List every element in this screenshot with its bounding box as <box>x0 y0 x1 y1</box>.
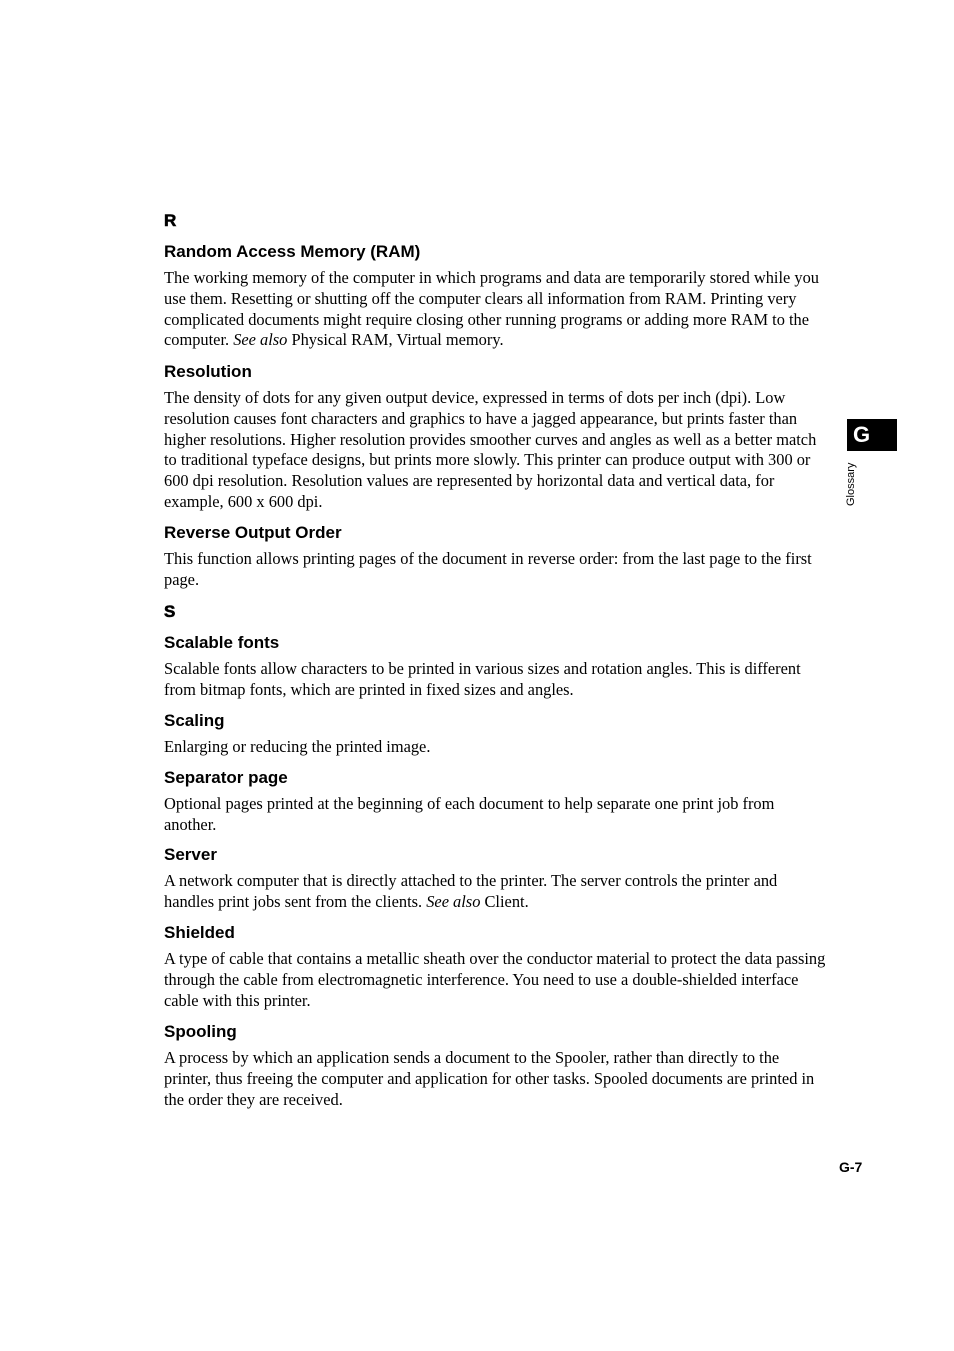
page-number: G-7 <box>839 1159 863 1175</box>
definition-scalable-fonts: Scalable fonts allow characters to be printed in various sizes and rotation angles. This is different from bitmap fonts, which are printed in fixed sizes and angles. <box>164 659 801 699</box>
see-also-label: See also <box>233 330 288 350</box>
definition-server <box>164 871 830 913</box>
chapter-tab-label: Glossary <box>845 462 857 506</box>
see-also-ref: Physical RAM, Virtual memory. <box>291 330 504 350</box>
section-letter-r: R <box>164 211 177 230</box>
term-resolution: Resolution <box>164 362 252 381</box>
definition-server-text: A network computer that is directly attached to the printer. The server controls the printer and handles print jobs sent from the clients. <box>164 871 778 911</box>
term-ram: Random Access Memory (RAM) <box>164 242 421 261</box>
definition-separator-page: Optional pages printed at the beginning of each document to help separate one print job from another. <box>164 794 775 834</box>
definition-resolution: The density of dots for any given output device, expressed in terms of dots per inch (dpi). Low resolution causes font characters and graphics to have a jagged appearance, but prints faster than higher resolutions. Higher resolution provides smoother curves and angles as well as a better match to traditional typeface designs, but prints more slowly. This printer can produce output with 300 or 600 dpi resolution. Resolution values are represented by horizontal data and vertical data, for example, 600 x 600 dpi. <box>164 388 817 511</box>
term-separator-page: Separator page <box>164 768 288 787</box>
term-scaling: Scaling <box>164 711 225 730</box>
term-scalable-fonts: Scalable fonts <box>164 633 280 652</box>
definition-scaling: Enlarging or reducing the printed image. <box>164 737 431 756</box>
term-reverse-output-order: Reverse Output Order <box>164 523 342 542</box>
term-shielded: Shielded <box>164 923 235 942</box>
chapter-tab: G <box>847 419 897 451</box>
definition-reverse-output-order: This function allows printing pages of the document in reverse order: from the last page to the first page. <box>164 549 812 589</box>
term-spooling: Spooling <box>164 1022 237 1041</box>
see-also-label: See also <box>426 891 481 911</box>
see-also-ref: Client. <box>484 891 529 911</box>
definition-spooling: A process by which an application sends a document to the Spooler, rather than directly to the printer, thus freeing the computer and application for other tasks. Spooled documents are printed in the order they are received. <box>164 1048 815 1109</box>
definition-shielded: A type of cable that contains a metallic sheath over the conductor material to protect the data passing through the cable from electromagnetic interference. You need to use a double-shielded interface cable with this printer. <box>164 949 826 1010</box>
term-server: Server <box>164 845 217 864</box>
definition-ram-text: The working memory of the computer in which programs and data are temporarily stored while you use them. Resetting or shutting off the computer clears all information from RAM. Printing very complicated documents might require closing other running programs or adding more RAM to the computer. <box>164 268 819 350</box>
definition-ram <box>164 268 830 351</box>
section-letter-s: S <box>164 602 176 621</box>
